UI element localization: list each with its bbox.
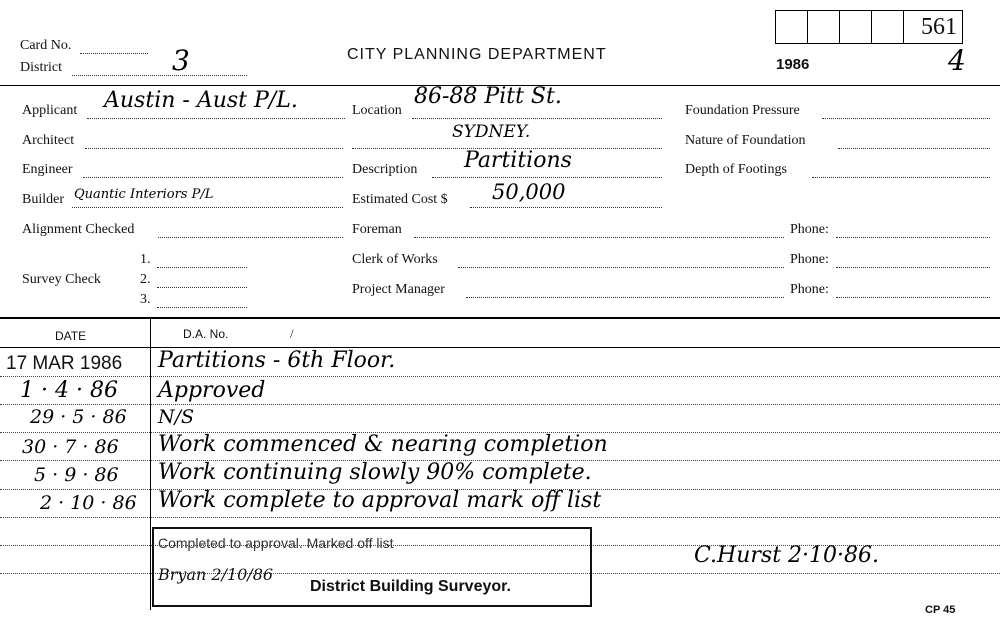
depth-footings-label: Depth of Footings: [685, 162, 787, 177]
survey-label: Survey Check: [22, 272, 101, 287]
phone-label-1: Phone:: [790, 222, 829, 237]
district-label: District: [20, 60, 62, 75]
clerk-label: Clerk of Works: [352, 252, 438, 267]
card-no-label: Card No.: [20, 38, 72, 53]
log-date: 1 · 4 · 86: [20, 378, 118, 403]
log-note: Approved: [158, 378, 266, 403]
architect-label: Architect: [22, 133, 75, 148]
number-box: [840, 11, 872, 43]
location-city: SYDNEY.: [452, 122, 531, 142]
surveyor-signature: Bryan 2/10/86: [158, 565, 274, 584]
log-note: Work continuing slowly 90% complete.: [158, 460, 592, 485]
cost-label: Estimated Cost $: [352, 192, 448, 207]
foundation-pressure-line: [822, 118, 990, 119]
inspector-initials: C.Hurst 2·10·86.: [694, 543, 880, 568]
description-value: Partitions: [464, 148, 572, 173]
log-date: 30 · 7 · 86: [22, 436, 119, 458]
architect-line: [85, 148, 343, 149]
engineer-line: [83, 177, 343, 178]
description-line: [432, 177, 662, 178]
log-date: 2 · 10 · 86: [40, 492, 137, 514]
description-label: Description: [352, 162, 418, 177]
log-note: Work complete to approval mark off list: [158, 488, 602, 513]
year-label: 1986: [776, 56, 810, 73]
number-box: [808, 11, 840, 43]
survey-3: 3.: [140, 292, 151, 307]
header-row-line: [0, 347, 1000, 348]
clerk-line: [458, 267, 784, 268]
district-value: 3: [172, 44, 190, 77]
card-number-boxes: [775, 10, 963, 44]
phone-line-3: [836, 297, 990, 298]
nature-foundation-label: Nature of Foundation: [685, 133, 806, 148]
survey-line-1: [157, 267, 247, 268]
cost-line: [470, 207, 662, 208]
row-line: [0, 376, 1000, 377]
row-line: [0, 404, 1000, 405]
stamp-top-text: Completed to approval. Marked off list: [158, 535, 394, 551]
location-label: Location: [352, 103, 402, 118]
row-line: [0, 517, 1000, 518]
applicant-line: [87, 118, 345, 119]
applicant-label: Applicant: [22, 103, 78, 118]
card-sub-number: 4: [948, 44, 966, 77]
location-line: [412, 118, 662, 119]
survey-2: 2.: [140, 272, 151, 287]
location-value: 86-88 Pitt St.: [414, 84, 562, 109]
phone-line-1: [836, 237, 990, 238]
engineer-label: Engineer: [22, 162, 73, 177]
builder-value: Quantic Interiors P/L: [74, 187, 214, 202]
survey-1: 1.: [140, 252, 151, 267]
da-header: D.A. No.: [183, 327, 229, 341]
log-date: 5 · 9 · 86: [34, 464, 119, 486]
foreman-line: [414, 237, 784, 238]
nature-foundation-line: [838, 148, 990, 149]
builder-label: Builder: [22, 192, 64, 207]
builder-line: [72, 207, 343, 208]
card-no-line: [80, 53, 148, 54]
log-note: Work commenced & nearing completion: [158, 432, 608, 457]
alignment-line: [158, 237, 343, 238]
phone-line-2: [836, 267, 990, 268]
foundation-pressure-label: Foundation Pressure: [685, 103, 800, 118]
foreman-label: Foreman: [352, 222, 402, 237]
date-column-divider: [150, 318, 151, 610]
survey-line-2: [157, 287, 247, 288]
cost-value: 50,000: [492, 180, 566, 204]
approval-stamp: [152, 527, 592, 607]
log-date: 17 MAR 1986: [6, 353, 123, 374]
number-box: [776, 11, 808, 43]
log-date: 29 · 5 · 86: [30, 406, 127, 428]
phone-label-3: Phone:: [790, 282, 829, 297]
page-title: CITY PLANNING DEPARTMENT: [347, 46, 607, 63]
log-note: Partitions - 6th Floor.: [158, 348, 396, 373]
survey-line-3: [157, 307, 247, 308]
card-number: 561: [921, 14, 957, 40]
district-line: [72, 75, 247, 76]
depth-footings-line: [812, 177, 990, 178]
number-box: [872, 11, 904, 43]
phone-label-2: Phone:: [790, 252, 829, 267]
stamp-bottom-text: District Building Surveyor.: [310, 578, 511, 595]
log-note: N/S: [158, 406, 195, 428]
alignment-label: Alignment Checked: [22, 222, 135, 237]
pm-label: Project Manager: [352, 282, 445, 297]
applicant-value: Austin - Aust P/L.: [104, 88, 298, 113]
pm-line: [466, 297, 784, 298]
footer-code: CP 45: [925, 604, 956, 616]
da-slash: /: [290, 326, 294, 341]
date-header: DATE: [55, 329, 87, 343]
